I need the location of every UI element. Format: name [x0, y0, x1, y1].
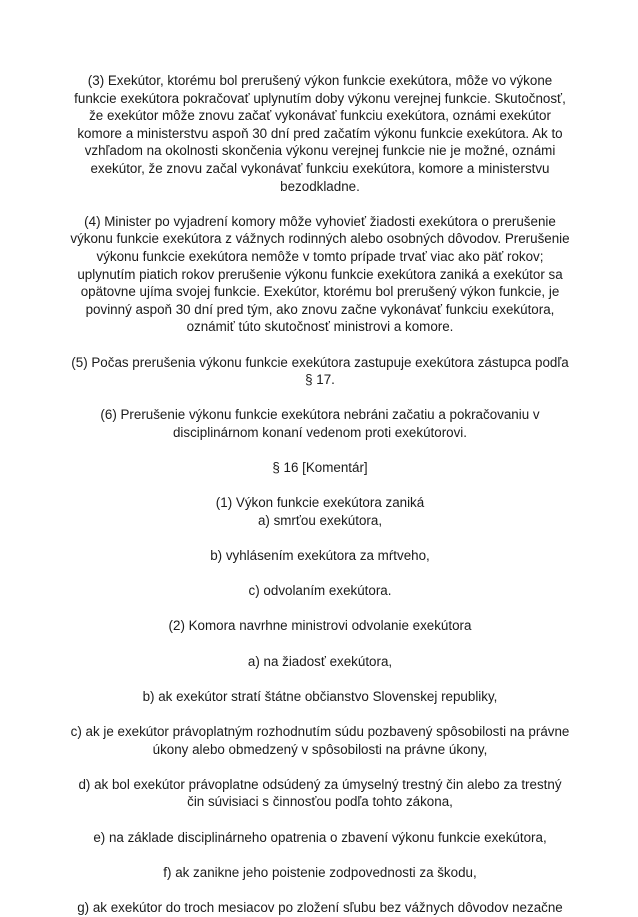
paragraph-5: (5) Počas prerušenia výkonu funkcie exekútora zastupuje exekútora zástupca podľa § 17. [71, 354, 569, 388]
list-item: c) odvolaním exekútora. [248, 583, 392, 599]
paragraph-6: (6) Prerušenie výkonu funkcie exekútora nebráni začatiu a pokračovaniu v disciplinárnom konaní vedenom proti exekútorovi. [100, 407, 540, 440]
subsection-1-intro: (1) Výkon funkcie exekútora zaniká [215, 495, 425, 511]
spacer [70, 336, 570, 354]
spacer [70, 705, 570, 723]
list-item: b) vyhlásením exekútora za mŕtveho, [210, 548, 430, 564]
list-item: g) ak exekútor do troch mesiacov po zložení sľubu bez vážnych dôvodov nezačne [77, 899, 563, 915]
spacer [70, 846, 570, 864]
list-item: b) ak exekútor stratí štátne občianstvo Slovenskej republiky, [142, 688, 498, 704]
paragraph-3: (3) Exekútor, ktorému bol prerušený výkon funkcie exekútora, môže vo výkone funkcie exekútora pokračovať uplynutím doby výkonu verejnej funkcie. Skutočnosť, že exekútor môže znovu začať vykonávať funkciu exekútora, oznámi exekútor komore a ministerstvu aspoň 30 dní pred začatím výkonu funkcie exekútora. Ak to vzhľadom na okolnosti skončenia výkonu verejnej funkcie nie je možné, oznámi exekútor, že znovu začal vykonávať funkciu exekútora, komore a ministerstvu bezodkladne. [74, 73, 566, 194]
spacer [70, 565, 570, 583]
document-page [70, 72, 570, 917]
list-item: e) na základe disciplinárneho opatrenia o zbavení výkonu funkcie exekútora, [93, 829, 547, 845]
spacer [70, 441, 570, 459]
spacer [70, 389, 570, 407]
spacer [70, 670, 570, 688]
spacer [70, 758, 570, 776]
spacer [70, 600, 570, 618]
section-heading: § 16 [Komentár] [272, 460, 368, 476]
list-item: a) smrťou exekútora, [257, 512, 383, 528]
list-item: c) ak je exekútor právoplatným rozhodnutím súdu pozbavený spôsobilosti na právne úkony alebo obmedzený v spôsobilosti na právne úkony, [70, 723, 570, 757]
list-item: d) ak bol exekútor právoplatne odsúdený za úmyselný trestný čin alebo za trestný čin súvisiaci s činnosťou podľa tohto zákona, [78, 776, 562, 810]
list-item: a) na žiadosť exekútora, [247, 653, 393, 669]
paragraph-4: (4) Minister po vyjadrení komory môže vyhovieť žiadosti exekútora o prerušenie výkonu funkcie exekútora z vážnych rodinných alebo osobných dôvodov. Prerušenie výkonu funkcie exekútora nemôže v tomto prípade trvať viac ako päť rokov; uplynutím piatich rokov prerušenie výkonu funkcie exekútora zaniká a exekútor sa opätovne ujíma svojej funkcie. Exekútor, ktorému bol prerušený výkon funkcie, je povinný aspoň 30 dní pred tým, ako znovu začne vykonávať funkciu exekútora, oznámiť túto skutočnosť ministrovi a komore. [70, 213, 570, 335]
spacer [70, 477, 570, 495]
list-item: f) ak zanikne jeho poistenie zodpovednosti za škodu, [163, 864, 477, 880]
spacer [70, 881, 570, 899]
spacer [70, 635, 570, 653]
spacer [70, 529, 570, 547]
subsection-2-intro: (2) Komora navrhne ministrovi odvolanie exekútora [168, 618, 472, 634]
spacer [70, 195, 570, 213]
